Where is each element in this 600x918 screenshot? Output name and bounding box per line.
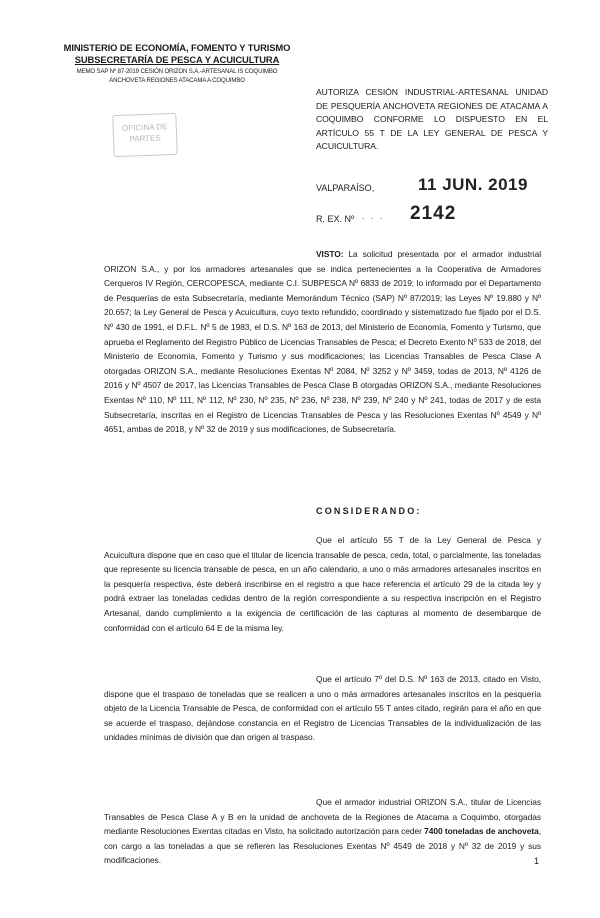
stamp-line-2: PARTES [129,133,161,144]
ministry-name: MINISTERIO DE ECONOMÍA, FOMENTO Y TURISMO [63,42,291,53]
letterhead [52,42,302,85]
visto-paragraph [104,247,541,437]
rex-number: 2142 [410,203,457,224]
date-stamp: 11 JUN. 2019 [418,175,528,194]
c3-text-before: Que el armador industrial ORIZON S.A., titular de Licencias Transables de Pesca Clase A y B en la unidad de anchoveta de la Regiones de Atacama a Coquimbo, otorgadas mediante Resoluciones Exentas citadas en Visto, ha solicitado autorización para ceder [104,797,541,837]
office-stamp [112,113,177,157]
rex-dots: . . . [362,211,385,221]
rex-label: R. EX. Nº [316,214,355,224]
visto-lead: VISTO: [316,249,344,259]
memo-reference [52,68,302,85]
considerando-paragraph-1: Que el artículo 55 T de la Ley General de Pesca y Acuicultura dispone que en caso que el titular de licencia transable de pesca, ceda, total, o parcialmente, las toneladas que represente su licencia transable de pesca, en un año calendario, a uno o más armadores artesanales inscritos en la pesquería respectiva, éste deberá inscribirse en el registro a que hace referencia el artículo 29 de la citada ley y podrá extraer las toneladas cedidas dentro de la región correspondiente a su respectiva inscripción en el Registro Artesanal, dando cumplimiento a la exigencia de certificación de las capturas al momento de desembarque de conformidad con el artículo 64 E de la misma ley. [104,535,541,633]
c3-text-after: , con cargo a las toneladas a que se refieren las Resoluciones Exentas Nº 4549 de 2018 y Nº 32 de 2019 y sus modificaciones. [104,826,541,866]
considerando-paragraph-2: Que el artículo 7º del D.S. Nº 163 de 2013, citado en Visto, dispone que el traspaso de toneladas que se realicen a uno o más armadores artesanales inscritos en la pesquería objeto de la Licencia Transable de Pesca, de conformidad con el artículo 55 T antes citado, regirán para el año en que se acuerde el traspaso, dejándose constancia en el Registro de Licencias Transables de la individualización de las unidades mínimas de división que dan origen al traspaso. [104,674,541,743]
considerando-title: CONSIDERANDO: [316,506,422,516]
page-number: 1 [534,856,540,866]
c3-highlight: 7400 toneladas de anchoveta [424,826,539,837]
stamp-line-1: OFICINA DE [121,122,168,133]
visto-text: La solicitud presentada por el armador industrial ORIZON S.A., y por los armadores artesanales que se indica pertenecientes a la Cooperativa de Armadores Cerqueros IV Región, CERCOPESCA, mediante C.I. SUBPESCA Nº 6833 de 2019; lo informado por el Departamento de Pesquerías de esta Subsecretaría, mediante Memorándum Técnico (SAP) Nº 87/2019; las Leyes Nº 19.880 y Nº 20.657; la Ley General de Pesca y Acuicultura, cuyo texto refundido, coordinado y sistematizado fue fijado por el D.S. Nº 430 de 1991, el D.F.L. Nº 5 de 1983, el D.S. Nº 163 de 2013, del Ministerio de Economía, Fomento y Turismo, que aprueba el Reglamento del Registro Público de Licencias Transables de Pesca; el Decreto Exento Nº 533 de 2018, del Ministerio de Economía, Fomento y Turismo y sus modificaciones; las Licencias Transables de Pesca Clase A otorgadas ORIZON S.A., mediante Resoluciones Exentas Nº 2084, Nº 3252 y Nº 3459, todas de 2013, Nº 4126 de 2016 y Nº 4507 de 2017, las Licencias Transables de Pesca Clase B otorgadas ORIZON S.A., mediante Resoluciones Exentas Nº 110, Nº 111, Nº 112, Nº 230, Nº 235, Nº 236, Nº 238, Nº 239, Nº 240 y Nº 241, todas de 2017 y de esta Subsecretaría, inscritas en el Registro de Licencias Transables de Pesca y las Resoluciones Exentas Nº 4549 y Nº 4651, ambas de 2018, y Nº 32 de 2019 y sus modificaciones, de Subsecretaría. [104,249,541,435]
place-label: VALPARAÍSO, [316,183,375,193]
considerando-paragraph-3 [104,795,541,868]
memo-line-2: ANCHOVETA REGIONES ATACAMA A COQUIMBO [109,76,245,84]
subsecretaria-name: SUBSECRETARÍA DE PESCA Y ACUICULTURA [74,54,280,65]
resolution-subject: AUTORIZA CESIÓN INDUSTRIAL-ARTESANAL UNIDAD DE PESQUERÍA ANCHOVETA REGIONES DE ATACAMA A COQUIMBO CONFORME LO DISPUESTO EN EL ARTÍCULO 55 T DE LA LEY GENERAL DE PESCA Y ACUICULTURA. [316,87,548,151]
memo-line-1: MEMO SAP Nº 87-2019 CESIÓN ORIZON S.A.-ARTESANAL IS COQUIMBO [76,68,278,75]
